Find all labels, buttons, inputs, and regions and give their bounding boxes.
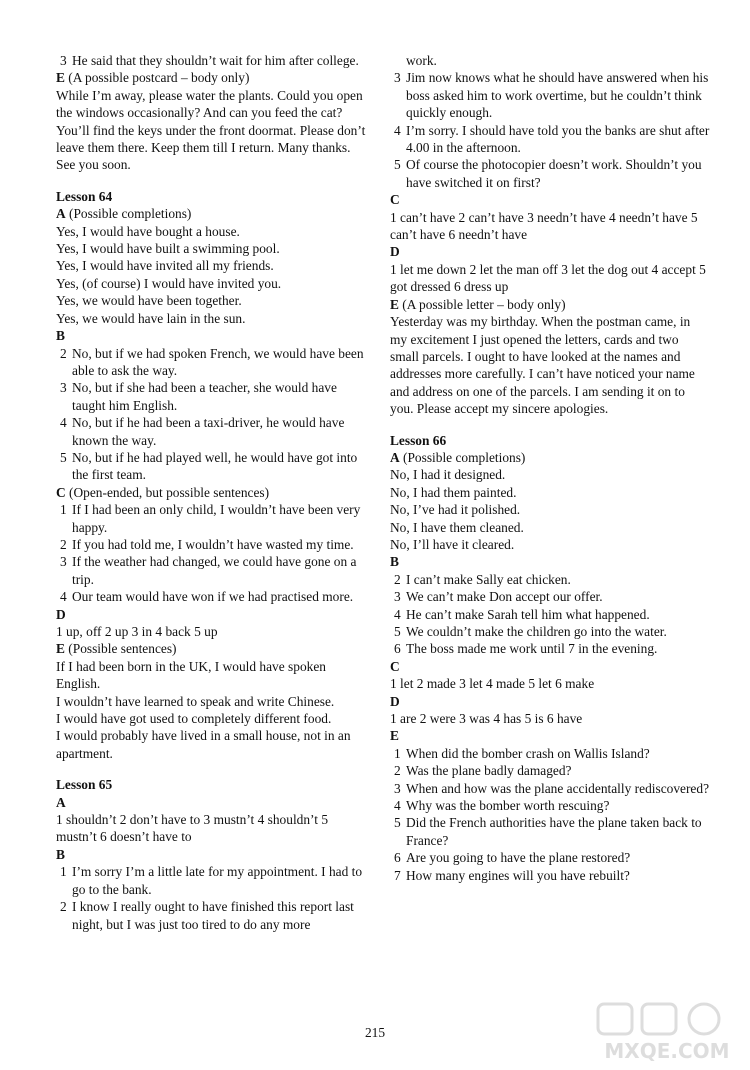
- answer-line: No, I have them cleaned.: [390, 519, 524, 535]
- exercise-letter: B: [56, 846, 65, 862]
- item-number: 3: [394, 70, 401, 86]
- exercise-letter: E: [56, 641, 65, 657]
- exercise-letter: D: [56, 606, 66, 622]
- item-number: 5: [394, 157, 401, 173]
- item-number: 2: [394, 571, 401, 587]
- item-number: 1: [60, 502, 67, 518]
- item-number: 3: [60, 53, 67, 68]
- exercise-label: [390, 243, 710, 260]
- exercise-letter: C: [56, 484, 66, 500]
- exercise-letter: D: [390, 693, 400, 709]
- item-text: I’m sorry I’m a little late for my appointment. I had to go to the bank.: [72, 864, 363, 897]
- answer-line: Yes, we would have lain in the sun.: [56, 310, 246, 326]
- item-number: 1: [394, 745, 401, 761]
- item-text: I know I really ought to have finished this report last night, but I was just too tired to do any more: [72, 899, 354, 932]
- answer-item: [390, 797, 710, 814]
- answer-item: [390, 122, 710, 157]
- answer-item: [390, 867, 710, 884]
- exercise-label: [390, 693, 710, 710]
- answer-line: Yes, I would have invited all my friends.: [56, 258, 274, 274]
- answer-item: [56, 414, 368, 449]
- item-number: 5: [394, 624, 401, 639]
- item-text: Of course the photocopier doesn’t work. Shouldn’t you have switched it on first?: [406, 157, 702, 190]
- answer-paragraph: 1 shouldn’t 2 don’t have to 3 mustn’t 4 shouldn’t 5 mustn’t 6 doesn’t have to: [56, 812, 329, 845]
- exercise-label: [56, 69, 368, 86]
- item-text: The boss made me work until 7 in the evening.: [406, 641, 658, 657]
- item-number: 2: [60, 899, 67, 915]
- exercise-label: [390, 191, 710, 208]
- answer-item: [56, 898, 368, 933]
- item-number: 4: [394, 122, 401, 138]
- answer-item: [56, 52, 368, 69]
- item-text: When did the bomber crash on Wallis Island?: [406, 745, 650, 761]
- exercise-letter: D: [390, 244, 400, 260]
- exercise-letter: B: [390, 554, 399, 570]
- answer-item: [56, 588, 368, 605]
- answer-item: [390, 745, 710, 762]
- answer-line: Yes, I would have bought a house.: [56, 223, 240, 239]
- answer-item: [56, 553, 368, 588]
- answer-paragraph: Yesterday was my birthday. When the postman came, in my excitement I just opened the letters, cards and two small parcels. I ought to have looked at the names and addresses more carefully. I can’t have noticed your name and address on one of the parcels. I am sending it on to you. Please accept my sincere apologies.: [390, 314, 695, 417]
- answer-item: [56, 536, 368, 553]
- answer-item: [56, 379, 368, 414]
- page-number: 215: [364, 1025, 386, 1040]
- item-text: When and how was the plane accidentally rediscovered?: [406, 780, 710, 796]
- answer-item: [390, 571, 710, 588]
- item-text: Why was the bomber worth rescuing?: [406, 798, 610, 814]
- answer-item: [390, 52, 710, 69]
- exercise-letter: B: [56, 328, 65, 344]
- exercise-note: (Open-ended, but possible sentences): [65, 484, 270, 500]
- item-text: Jim now knows what he should have answered when his boss asked him to work overtime, but he couldn’t think quickly enough.: [406, 70, 709, 121]
- watermark-text: MXQE.COM: [604, 1039, 730, 1063]
- item-text: No, but if he had played well, he would have got into the first team.: [72, 449, 358, 483]
- item-text: No, but if we had spoken French, we would have been able to ask the way.: [72, 345, 364, 378]
- item-text: Did the French authorities have the plane taken back to France?: [406, 815, 702, 848]
- item-number: 2: [60, 345, 67, 361]
- lesson-heading: Lesson 66: [390, 432, 447, 448]
- answer-item: [390, 780, 710, 797]
- item-number: 3: [394, 589, 401, 605]
- answer-paragraph: I wouldn’t have learned to speak and write Chinese.: [56, 693, 335, 709]
- answer-item: [390, 588, 710, 605]
- exercise-label: [390, 727, 710, 744]
- exercise-label: [390, 658, 710, 675]
- answer-paragraph: I would probably have lived in a small house, not in an apartment.: [56, 728, 351, 761]
- item-number: 4: [394, 606, 401, 622]
- item-number: 5: [60, 449, 67, 465]
- exercise-label: [56, 205, 368, 222]
- answer-paragraph: If I had been born in the UK, I would have spoken English.: [56, 658, 326, 692]
- item-text: Was the plane badly damaged?: [406, 763, 572, 779]
- item-number: 5: [394, 815, 401, 831]
- exercise-letter: A: [390, 449, 400, 465]
- answer-line: No, I had it designed.: [390, 467, 506, 483]
- answer-item: [390, 762, 710, 779]
- exercise-label: [56, 794, 368, 811]
- item-text: We can’t make Don accept our offer.: [406, 589, 603, 605]
- exercise-label: [56, 484, 368, 501]
- item-text: If I had been an only child, I wouldn’t have been very happy.: [72, 502, 361, 535]
- lesson-heading: Lesson 64: [56, 188, 113, 204]
- left-column: [56, 52, 368, 933]
- answer-item: [56, 449, 368, 484]
- exercise-letter: C: [390, 192, 400, 208]
- answer-item: [390, 623, 710, 640]
- answer-line: Yes, (of course) I would have invited you.: [56, 275, 282, 291]
- answer-paragraph: While I’m away, please water the plants. Could you open the windows occasionally? And can you feed the cat? You’ll find the keys under the front doormat. Please don’t leave them there. Keep them till I return. Many thanks. See you soon.: [56, 87, 366, 173]
- answer-line: Yes, we would have been together.: [56, 293, 242, 309]
- item-text: He said that they shouldn’t wait for him after college.: [72, 53, 359, 68]
- exercise-letter: E: [56, 70, 65, 86]
- item-text: I can’t make Sally eat chicken.: [406, 571, 571, 587]
- item-text: How many engines will you have rebuilt?: [406, 867, 630, 883]
- item-text: No, but if he had been a taxi-driver, he would have known the way.: [72, 415, 345, 448]
- exercise-label: [56, 640, 368, 657]
- answer-item: [56, 863, 368, 898]
- item-text: I’m sorry. I should have told you the banks are shut after 4.00 in the afternoon.: [406, 122, 710, 156]
- exercise-note: (A possible postcard – body only): [64, 70, 250, 86]
- item-text: If the weather had changed, we could have gone on a trip.: [72, 554, 357, 587]
- exercise-letter: A: [56, 206, 66, 222]
- answer-line: Yes, I would have built a swimming pool.: [56, 241, 280, 257]
- item-number: 6: [394, 850, 401, 866]
- answer-line: No, I had them painted.: [390, 484, 517, 500]
- exercise-letter: E: [390, 728, 399, 744]
- watermark-logo: [592, 1000, 742, 1064]
- item-number: 4: [394, 798, 401, 814]
- item-number: 4: [60, 415, 67, 431]
- exercise-note: (Possible sentences): [64, 641, 177, 657]
- exercise-note: (A possible letter – body only): [398, 296, 566, 312]
- exercise-note: (Possible completions): [399, 449, 526, 465]
- item-number: 3: [60, 554, 67, 570]
- item-text: No, but if she had been a teacher, she would have taught him English.: [72, 380, 337, 413]
- item-number: 1: [60, 864, 67, 880]
- item-number: 3: [60, 380, 67, 396]
- answer-line: 1 up, off 2 up 3 in 4 back 5 up: [56, 624, 218, 639]
- exercise-label: [56, 846, 368, 863]
- item-text: He can’t make Sarah tell him what happened.: [406, 606, 650, 622]
- answer-item: [56, 501, 368, 536]
- answer-line: No, I’ll have it cleared.: [390, 536, 515, 552]
- exercise-label: [56, 327, 368, 344]
- item-text: Our team would have won if we had practised more.: [72, 589, 354, 605]
- lesson-heading: Lesson 65: [56, 777, 113, 793]
- exercise-label: [390, 296, 710, 313]
- answer-item: [390, 640, 710, 657]
- answer-paragraph: I would have got used to completely different food.: [56, 711, 332, 727]
- item-number: 2: [60, 536, 67, 552]
- item-text: work.: [406, 53, 437, 68]
- item-number: 3: [394, 780, 401, 796]
- answer-item: [390, 156, 710, 191]
- item-text: Are you going to have the plane restored?: [406, 850, 631, 866]
- answer-item: [390, 69, 710, 121]
- exercise-label: [390, 449, 710, 466]
- item-number: 6: [394, 641, 401, 657]
- item-number: 2: [394, 763, 401, 779]
- right-column: [390, 52, 710, 884]
- item-text: If you had told me, I wouldn’t have wasted my time.: [72, 536, 354, 552]
- exercise-letter: C: [390, 658, 400, 674]
- answer-line: 1 let 2 made 3 let 4 made 5 let 6 make: [390, 676, 595, 692]
- answer-item: [390, 606, 710, 623]
- answer-item: [56, 345, 368, 380]
- exercise-label: [390, 553, 710, 570]
- answer-paragraph: 1 let me down 2 let the man off 3 let the dog out 4 accept 5 got dressed 6 dress up: [390, 261, 706, 295]
- answer-item: [390, 814, 710, 849]
- answer-line: No, I’ve had it polished.: [390, 502, 521, 518]
- answer-item: [390, 849, 710, 866]
- answer-paragraph: 1 can’t have 2 can’t have 3 needn’t have 4 needn’t have 5 can’t have 6 needn’t have: [390, 209, 698, 243]
- answer-line: 1 are 2 were 3 was 4 has 5 is 6 have: [390, 711, 583, 727]
- exercise-letter: A: [56, 794, 66, 810]
- exercise-label: [56, 606, 368, 623]
- exercise-note: (Possible completions): [65, 206, 192, 222]
- exercise-letter: E: [390, 296, 399, 312]
- item-number: 4: [60, 589, 67, 605]
- item-text: We couldn’t make the children go into the water.: [406, 624, 667, 639]
- item-number: 7: [394, 867, 401, 883]
